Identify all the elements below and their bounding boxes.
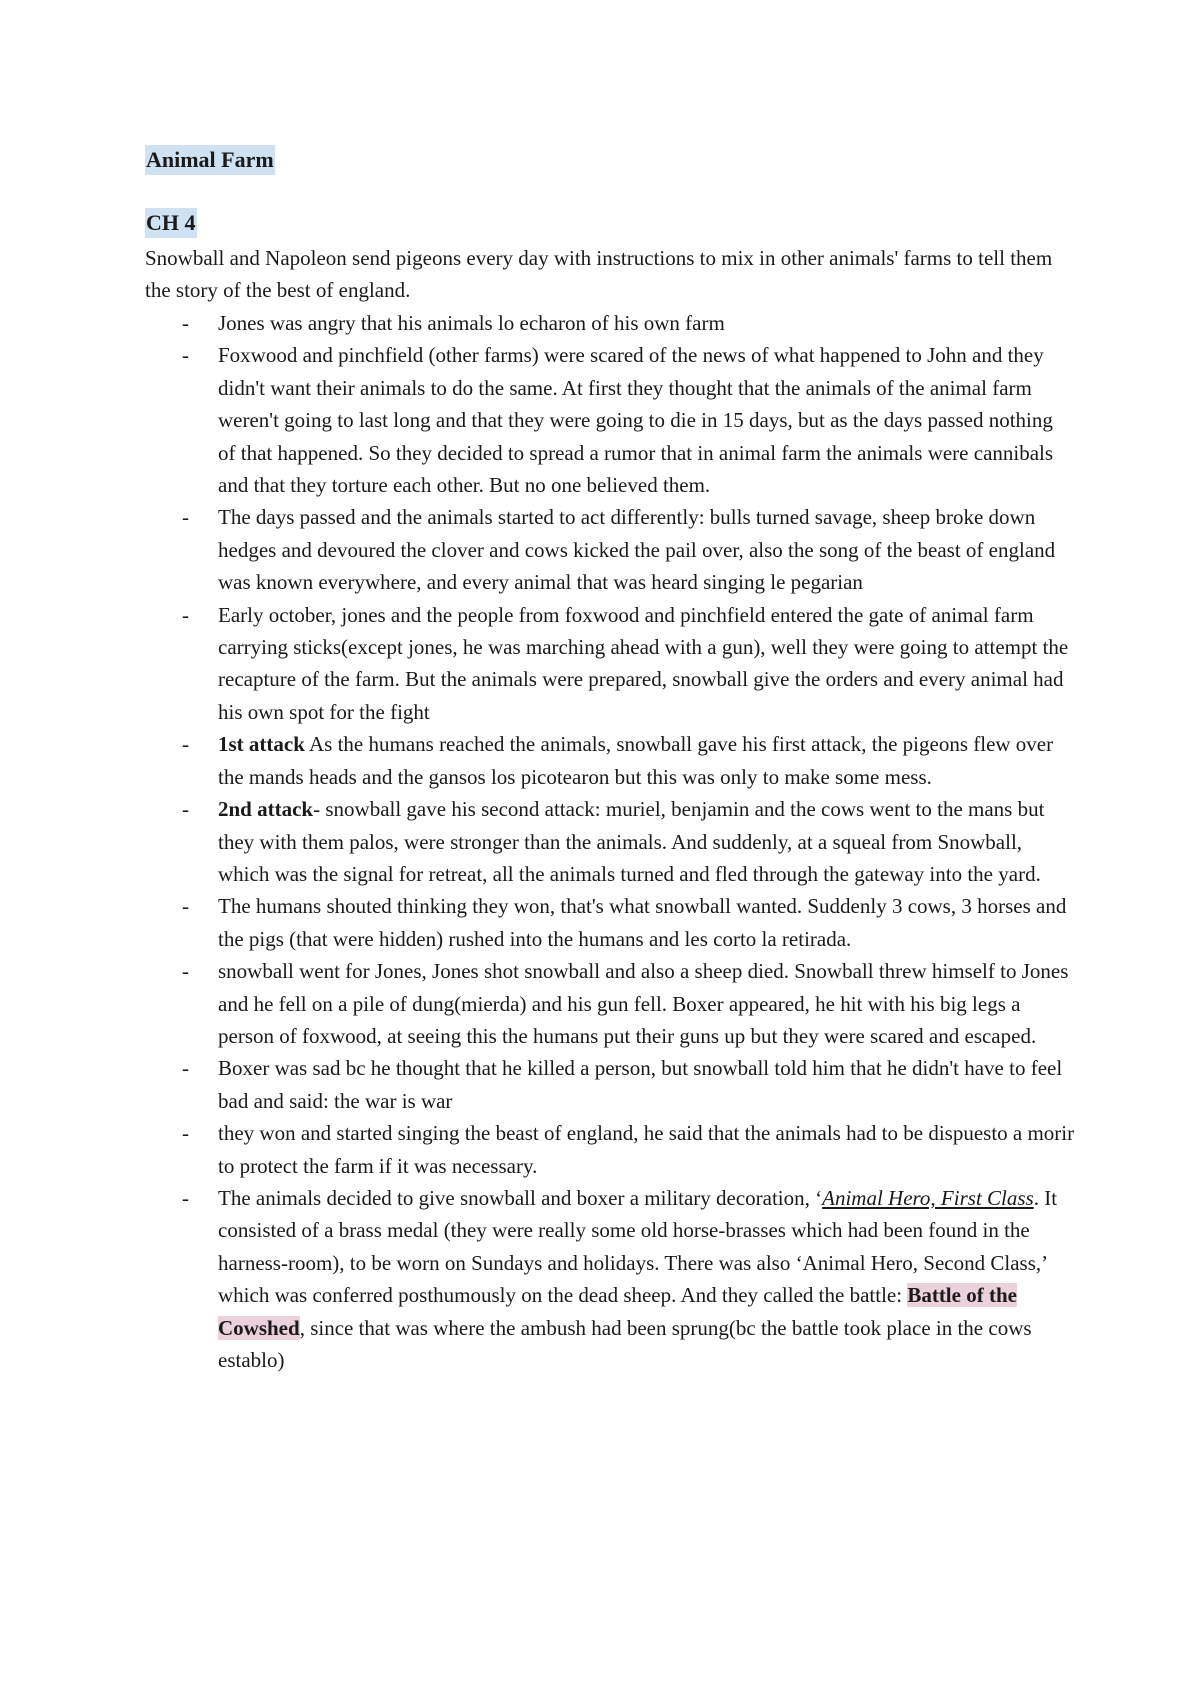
list-item [145, 307, 1075, 339]
list-item [145, 501, 1075, 598]
list-item-text: Early october, jones and the people from foxwood and pinchfield entered the gate of animal farm carrying sticks(except jones, he was marching ahead with a gun), well they were going to attempt the recapture of the farm. But the animals were prepared, snowball give the orders and every animal had his own spot for the fight [218, 602, 1069, 724]
bullet-marker: - [182, 732, 189, 757]
list-item-text: Jones was angry that his animals lo echaron of his own farm [218, 311, 725, 335]
bullet-marker: - [182, 797, 189, 822]
bullet-marker: - [182, 1121, 189, 1146]
list-item-text: The humans shouted thinking they won, that's what snowball wanted. Suddenly 3 cows, 3 horses and the pigs (that were hidden) rushed into the humans and les corto la retirada. [218, 894, 1067, 951]
list-item-text: The days passed and the animals started to act differently: bulls turned savage, sheep broke down hedges and devoured the clover and cows kicked the pail over, also the song of the beast of england was known everywhere, and every animal that was heard singing le pegarian [218, 505, 1056, 595]
list-item-text: , since that was where the ambush had been sprung(bc the battle took place in the cows establo) [218, 1315, 1032, 1372]
list-item [145, 1117, 1075, 1182]
bullet-marker: - [182, 311, 189, 335]
list-item [145, 1052, 1075, 1117]
list-item [145, 1182, 1075, 1376]
list-item-text: The animals decided to give snowball and boxer a military decoration, ‘ [218, 1185, 823, 1210]
second-attack-label: 2nd attack [218, 797, 314, 822]
list-item [145, 955, 1075, 1052]
list-item-text: they won and started singing the beast of england, he said that the animals had to be dispuesto a morir to protect the farm if it was necessary. [218, 1121, 1075, 1178]
list-item [145, 890, 1075, 955]
list-item-text: Foxwood and pinchfield (other farms) were scared of the news of what happened to John and they didn't want their animals to do the same. At first they thought that the animals of the animal farm weren't going to last long and that they were going to die in 15 days, but as the days passed nothing of that happened. So they decided to spread a rumor that in animal farm the animals were cannibals and that they torture each other. But no one believed them. [218, 343, 1054, 498]
document-title: Animal Farm [145, 145, 275, 175]
list-item-text: . It consisted of a brass medal (they were really some old horse-brasses which had been found in the harness-room), to be worn on Sundays and holidays. There was also ‘Animal Hero, Second Class,’ which was conferred posthumously on the dead sheep. And they called the battle: [218, 1185, 1058, 1308]
bullet-list [145, 307, 1075, 1376]
list-item [145, 793, 1075, 890]
list-item [145, 728, 1075, 793]
bullet-marker: - [182, 505, 189, 530]
list-item-text: Boxer was sad bc he thought that he killed a person, but snowball told him that he didn't have to feel bad and said: the war is war [218, 1056, 1063, 1113]
list-item [145, 599, 1075, 729]
list-item-text: - snowball gave his second attack: muriel, benjamin and the cows went to the mans but they with them palos, were stronger than the animals. And suddenly, at a squeal from Snowball, which was the signal for retreat, all the animals turned and fled through the gateway into the yard. [218, 797, 1045, 886]
list-item-text: snowball went for Jones, Jones shot snowball and also a sheep died. Snowball threw himself to Jones and he fell on a pile of dung(mierda) and his gun fell. Boxer appeared, he hit with his big legs a person of foxwood, at seeing this the humans put their guns up but they were scared and escaped. [218, 959, 1069, 1048]
battle-name-highlight: Battle of the Cowshed [218, 1283, 1017, 1340]
first-attack-label: 1st attack [218, 732, 305, 757]
chapter-heading: CH 4 [145, 208, 197, 238]
list-item [145, 339, 1075, 501]
award-name: Animal Hero, First Class [822, 1185, 1034, 1210]
bullet-marker: - [182, 959, 189, 984]
list-item-text: As the humans reached the animals, snowball gave his first attack, the pigeons flew over the mands heads and the gansos los picotearon but this was only to make some mess. [218, 732, 1054, 789]
bullet-marker: - [182, 894, 189, 919]
intro-paragraph: Snowball and Napoleon send pigeons every day with instructions to mix in other animals' farms to tell them the story of the best of england. [145, 246, 1053, 303]
bullet-marker: - [182, 1185, 189, 1210]
bullet-marker: - [182, 343, 189, 368]
bullet-marker: - [182, 602, 189, 627]
bullet-marker: - [182, 1056, 189, 1081]
